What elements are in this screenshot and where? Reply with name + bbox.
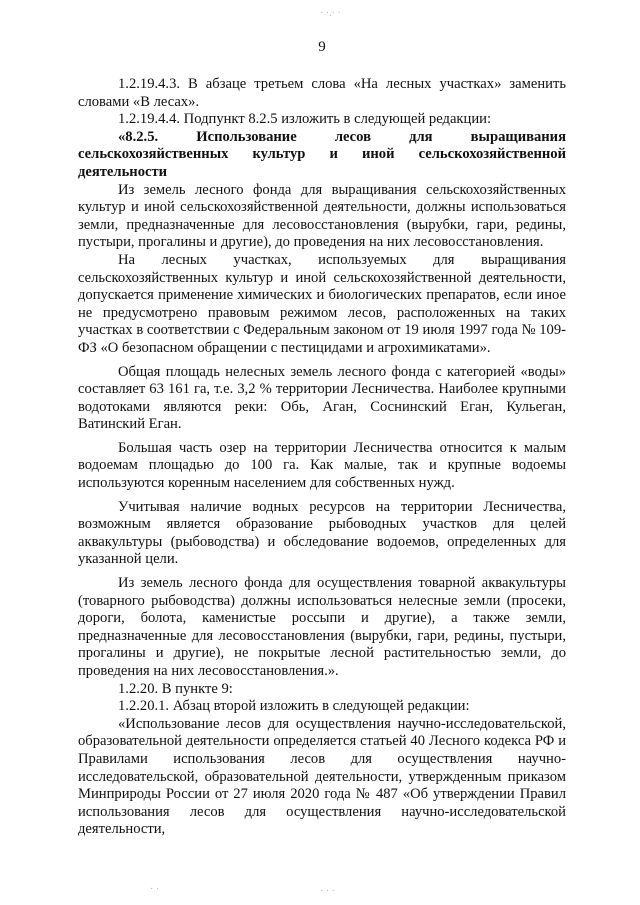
- paragraph-1-2-20-1: 1.2.20.1. Абзац второй изложить в следующей редакции:: [118, 698, 470, 715]
- paragraph-1-2-19-4-4: 1.2.19.4.4. Подпункт 8.2.5 изложить в следующей редакции:: [118, 111, 491, 128]
- scan-artifact: · ·: [150, 884, 160, 895]
- paragraph-aquaculture: Учитывая наличие водных ресурсов на территории Лесничества, возможным является образование рыбоводных участков для целей аквакультуры (рыбоводства) и обследование водоемов, определенных для указанной цели.: [78, 498, 566, 568]
- paragraph-research-use: «Использование лесов для осуществления научно-исследовательской, образовательной деятельности определяется статьей 40 Лесного кодекса РФ и Правилами использования лесов для осуществления научно-исследовательской, образовательной деятельности, утвержденным приказом Минприроды России от 27 июля 2020 года № 487 «Об утверждении Правил использования лесов для осуществления научно-исследовательской деятельности,: [78, 715, 566, 838]
- paragraph-chemicals: На лесных участках, используемых для выращивания сельскохозяйственных культур и иной сельскохозяйственной деятельности, допускается применение химических и биологических препаратов, если иное не предусмотрено правовым режимом лесов, расположенных на таких участках в соответствии с Федеральным законом от 19 июля 1997 года № 109-ФЗ «О безопасном обращении с пестицидами и агрохимикатами».: [78, 251, 566, 356]
- paragraph-land-use: Из земель лесного фонда для выращивания сельскохозяйственных культур и иной сельскохозяйственной деятельности, должны использоваться земли, предназначенные для лесовосстановления (вырубки, гари, редины, пустыри, прогалины и другие), до проведения на них лесовосстановления.: [78, 181, 566, 251]
- paragraph-1-2-19-4-3: 1.2.19.4.3. В абзаце третьем слова «На лесных участках» заменить словами «В лесах».: [78, 76, 566, 110]
- page-number: 9: [318, 39, 326, 55]
- paragraph-lakes: Большая часть озер на территории Лесничества относится к малым водоемам площадью до 100 га. Как малые, так и крупные водоемы используются коренным населением для собственных нужд.: [78, 439, 566, 492]
- paragraph-fish-farming: Из земель лесного фонда для осуществления товарной аквакультуры (товарного рыбоводства) должны использоваться нелесные земли (просеки, дороги, болота, каменистые россыпи и другие), а также земли, предназначенные для лесовосстановления (вырубки, гари, редины, пустыри, прогалины и другие), не покрытые лесной растительностью земли, до проведения на них лесовосстановления.».: [78, 575, 566, 679]
- scan-artifact: · · ·: [320, 886, 335, 897]
- paragraph-water-area: Общая площадь нелесных земель лесного фонда с категорией «воды» составляет 63 161 га, т.е. 3,2 % территории Лесничества. Наиболее крупными водотоками являются реки: Обь, Аган, Соснинский Еган, Кульеган, Ватинский Еган.: [78, 363, 566, 433]
- scan-artifact: · ·.· ·: [320, 8, 341, 19]
- paragraph-1-2-20: 1.2.20. В пункте 9:: [118, 680, 233, 697]
- section-heading-8-2-5: «8.2.5. Использование лесов для выращивания сельскохозяйственных культур и иной сельскохозяйственной деятельности: [78, 128, 566, 180]
